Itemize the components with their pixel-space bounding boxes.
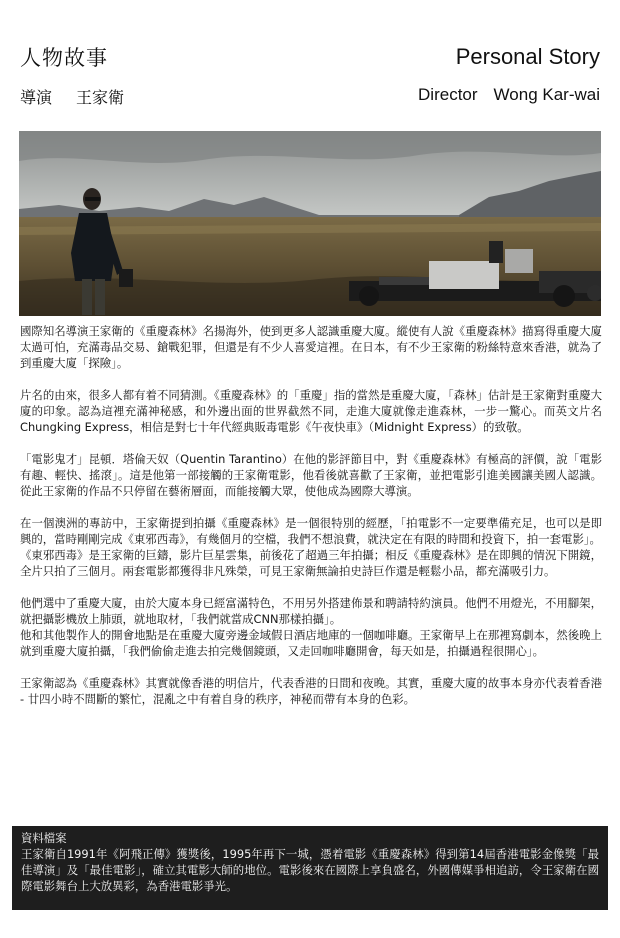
paragraph: 他們選中了重慶大廈，由於大廈本身已經富滿特色，不用另外搭建佈景和聘請特約演員。他們不用燈光，不用腳架，就把攝影機放上肺頭，就地取材，「我們就當成CNN那樣拍攝」。 xyxy=(20,596,602,626)
profile-box xyxy=(12,826,608,910)
subtitle-english xyxy=(418,85,600,105)
paragraph: 國際知名導演王家衛的《重慶森林》名揚海外，使到更多人認識重慶大廈。縱使有人說《重慶森林》描寫得重慶大廈太過可怕，充滿毒品交易、鎗戰犯罪，但還是有不少人喜愛這裡。在日本，有不少王家衛的粉絲特意來香港，就為了到重慶大廈「探險」。 xyxy=(20,324,602,370)
paragraph: 王家衛認為《重慶森林》其實就像香港的明信片，代表香港的日間和夜晚。其實，重慶大廈的故事本身亦代表着香港 - 廿四小時不間斷的繁忙，混亂之中有着自身的秩序，神秘而帶有本身的色彩。 xyxy=(20,676,602,706)
paragraph: 在一個澳洲的專訪中，王家衛提到拍攝《重慶森林》是一個很特別的經歷，「拍電影不一定要準備充足，也可以是即興的，當時剛剛完成《東邪西毒》，有幾個月的空檔，我們不想浪費，就決定在有限的時間和投資下，拍一套電影」。 xyxy=(20,516,602,546)
header xyxy=(20,42,600,114)
profile-title: 資料檔案 xyxy=(21,831,67,845)
page-title-chinese: 人物故事 xyxy=(20,46,108,70)
subtitle-chinese xyxy=(20,85,124,108)
name-english: Wong Kar-wai xyxy=(493,85,600,104)
page-title-english: Personal Story xyxy=(455,44,600,69)
profile-text: 王家衛自1991年《阿飛正傳》獲獎後，1995年再下一城，憑着電影《重慶森林》得到第14屆香港電影金像獎「最佳導演」及「最佳電影」，確立其電影大師的地位。電影後來在國際上享負盛名，外國傳媒爭相追訪，令王家衛在國際電影舞台上大放異彩，為香港電影爭光。 xyxy=(21,847,599,893)
paragraph: 他和其他製作人的開會地點是在重慶大廈旁邊金域假日酒店地庫的一個咖啡廳。王家衛早上在那裡寫劇本，然後晚上就到重慶大廈拍攝，「我們偷偷走進去拍完幾個鏡頭，又走回咖啡廳開會，每天如是，拍攝過程很開心」。 xyxy=(20,628,602,658)
role-chinese: 導演 xyxy=(20,88,53,107)
paragraph: 「電影鬼才」昆頓．塔倫天奴（Quentin Tarantino）在他的影評節目中，對《重慶森林》有極高的評價，說「電影有趣、輕快、搖滾」。這是他第一部接觸的王家衛電影，他看後就喜歡了王家衛，並把電影引進美國讓美國人認識。從此王家衛的作品不只停留在藝術層面，而能接觸大眾，使他成為國際大導演。 xyxy=(20,452,602,498)
article-body xyxy=(20,323,602,723)
paragraph: 片名的由來，很多人都有着不同猜測。《重慶森林》的「重慶」指的當然是重慶大廈，「森林」估計是王家衛對重慶大廈的印象。認為這裡充滿神秘感，和外邊出面的世界截然不同，走進大廈就像走進森林，一步一驚心。而英文片名 Chungking Express，相信是對七十年代經典販毒電影《午夜快車》（Midnight Express）的致敬。 xyxy=(20,388,602,434)
director-photo xyxy=(19,131,601,316)
paragraph: 《東邪西毒》是王家衛的巨鑄，影片巨星雲集，前後花了超過三年拍攝；相反《重慶森林》是在即興的情況下開鏡，全片只拍了三個月。兩套電影都獲得非凡殊榮，可見王家衛無論拍史詩巨作還是輕鬆小品，都充滿吸引力。 xyxy=(20,548,602,578)
role-english: Director xyxy=(418,85,478,104)
name-chinese: 王家衛 xyxy=(76,88,125,107)
